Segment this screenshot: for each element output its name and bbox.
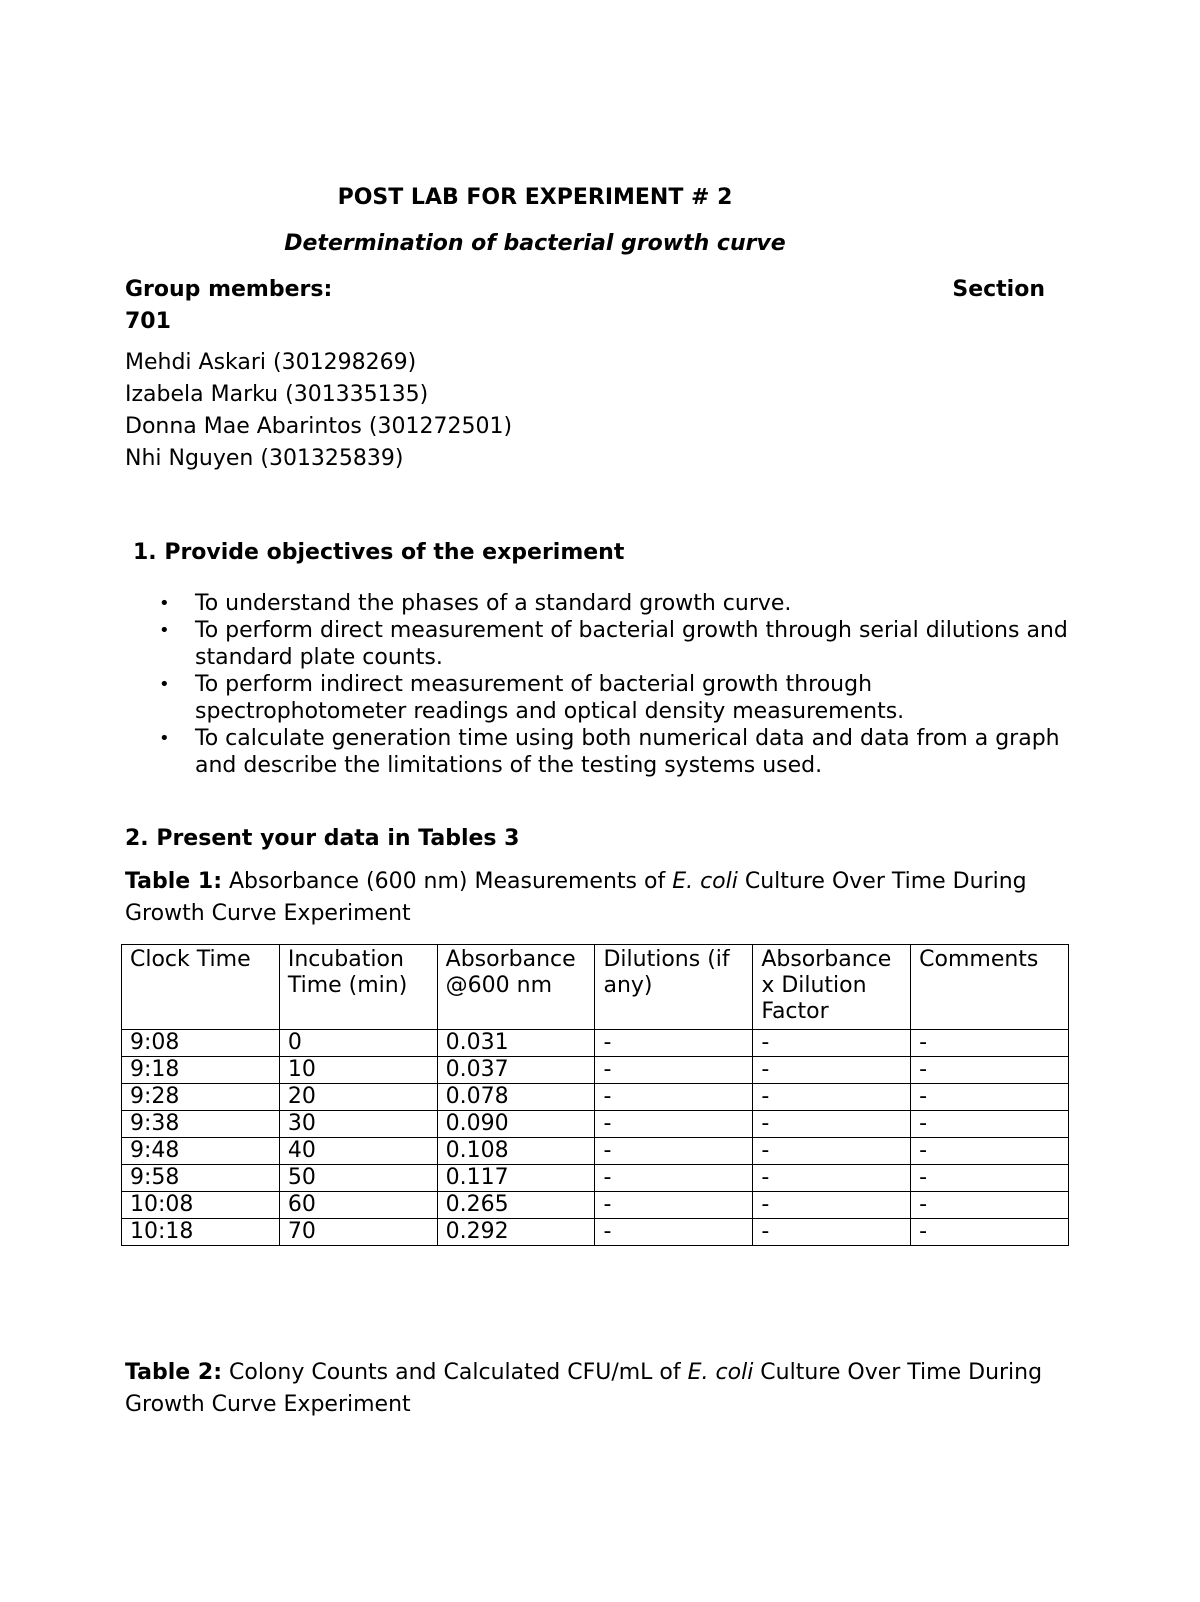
column-header: Absorbance @600 nm: [437, 945, 595, 1030]
member-name: Mehdi Askari (301298269): [125, 350, 417, 375]
table-row: [122, 1219, 1069, 1246]
table-cell: 10:18: [122, 1219, 280, 1246]
table-cell: -: [911, 1165, 1069, 1192]
objective-item: [125, 617, 1075, 671]
table-cell: -: [595, 1111, 753, 1138]
table-cell: -: [753, 1138, 911, 1165]
table-cell: -: [911, 1111, 1069, 1138]
table-cell: 0.108: [437, 1138, 595, 1165]
table-row: [122, 1030, 1069, 1057]
table-cell: -: [753, 1030, 911, 1057]
page-subtitle: Determination of bacterial growth curve: [284, 231, 786, 256]
table-cell: -: [753, 1111, 911, 1138]
table-cell: -: [595, 1057, 753, 1084]
group-members-label: Group members:: [125, 277, 333, 302]
table-cell: 0.031: [437, 1030, 595, 1057]
absorbance-table: [121, 944, 1069, 1246]
table-row: [122, 1138, 1069, 1165]
table-cell: 10: [279, 1057, 437, 1084]
member-name: Donna Mae Abarintos (301272501): [125, 414, 513, 439]
table-cell: 20: [279, 1084, 437, 1111]
table-cell: 40: [279, 1138, 437, 1165]
member-name: Nhi Nguyen (301325839): [125, 446, 404, 471]
table-cell: 30: [279, 1111, 437, 1138]
column-header: Dilutions (if any): [595, 945, 753, 1030]
question-2-heading: 2. Present your data in Tables 3: [125, 826, 520, 851]
table-row: [122, 1057, 1069, 1084]
table-cell: 0.265: [437, 1192, 595, 1219]
group-header: [125, 274, 1045, 338]
table-cell: 0.292: [437, 1219, 595, 1246]
objective-item: [125, 671, 1075, 725]
question-1-heading: 1. Provide objectives of the experiment: [133, 540, 625, 565]
table-row: [122, 1084, 1069, 1111]
table-cell: -: [753, 1165, 911, 1192]
objective-text: To perform direct measurement of bacterial growth through serial dilutions and standard plate counts.: [195, 618, 1068, 670]
table-cell: -: [595, 1192, 753, 1219]
bullet-icon: •: [159, 620, 170, 641]
table-2-label: Table 2:: [125, 1360, 222, 1385]
table-cell: 70: [279, 1219, 437, 1246]
page-title: POST LAB FOR EXPERIMENT # 2: [337, 185, 733, 210]
table-cell: -: [753, 1057, 911, 1084]
table-cell: 50: [279, 1165, 437, 1192]
section-label: Section: [952, 277, 1045, 302]
column-header: Absorbance x Dilution Factor: [753, 945, 911, 1030]
table-header-row: [122, 945, 1069, 1030]
member-name: Izabela Marku (301335135): [125, 382, 429, 407]
section-number: 701: [125, 309, 171, 334]
table-cell: -: [595, 1084, 753, 1111]
table-cell: 9:28: [122, 1084, 280, 1111]
table-cell: 0.117: [437, 1165, 595, 1192]
table-cell: -: [911, 1192, 1069, 1219]
table-cell: 9:18: [122, 1057, 280, 1084]
table-1-caption-text: Absorbance (600 nm) Measurements of: [222, 869, 673, 894]
table-cell: -: [911, 1084, 1069, 1111]
table-row: [122, 1111, 1069, 1138]
table-2-caption-text: Colony Counts and Calculated CFU/mL of: [222, 1360, 688, 1385]
table-cell: 10:08: [122, 1192, 280, 1219]
table-row: [122, 1192, 1069, 1219]
table-2-caption-text-end: Culture Over Time During Growth Curve Experiment: [125, 1360, 1043, 1417]
table-cell: -: [595, 1165, 753, 1192]
objectives-list: [125, 590, 1075, 779]
table-cell: -: [753, 1192, 911, 1219]
table-2-organism: E. coli: [687, 1360, 754, 1385]
table-cell: 9:58: [122, 1165, 280, 1192]
table-cell: 60: [279, 1192, 437, 1219]
table-1-label: Table 1:: [125, 869, 222, 894]
table-cell: -: [911, 1138, 1069, 1165]
table-1-caption-text-end: Culture Over Time During Growth Curve Experiment: [125, 869, 1027, 926]
table-cell: 9:38: [122, 1111, 280, 1138]
objective-text: To calculate generation time using both numerical data and data from a graph and describe the limitations of the testing systems used.: [195, 726, 1060, 778]
table-cell: 0.090: [437, 1111, 595, 1138]
table-cell: -: [753, 1084, 911, 1111]
bullet-icon: •: [159, 593, 170, 614]
table-1-organism: E. coli: [672, 869, 738, 894]
members-list: [125, 347, 512, 475]
table-cell: 0.037: [437, 1057, 595, 1084]
table-2-caption: [125, 1357, 1085, 1421]
bullet-icon: •: [159, 674, 170, 695]
table-row: [122, 1165, 1069, 1192]
table-cell: 9:08: [122, 1030, 280, 1057]
objective-item: [125, 590, 1075, 617]
column-header: Incubation Time (min): [279, 945, 437, 1030]
objective-text: To perform indirect measurement of bacterial growth through spectrophotometer readings and optical density measurements.: [195, 672, 905, 724]
column-header: Comments: [911, 945, 1069, 1030]
table-cell: 0: [279, 1030, 437, 1057]
objective-item: [125, 725, 1075, 779]
bullet-icon: •: [159, 728, 170, 749]
column-header: Clock Time: [122, 945, 280, 1030]
table-cell: 0.078: [437, 1084, 595, 1111]
table-cell: 9:48: [122, 1138, 280, 1165]
table-cell: -: [595, 1138, 753, 1165]
table-cell: -: [595, 1219, 753, 1246]
table-cell: -: [911, 1057, 1069, 1084]
table-cell: -: [911, 1030, 1069, 1057]
table-1-caption: [125, 866, 1085, 930]
table-cell: -: [911, 1219, 1069, 1246]
table-cell: -: [753, 1219, 911, 1246]
objective-text: To understand the phases of a standard growth curve.: [195, 591, 792, 616]
table-cell: -: [595, 1030, 753, 1057]
